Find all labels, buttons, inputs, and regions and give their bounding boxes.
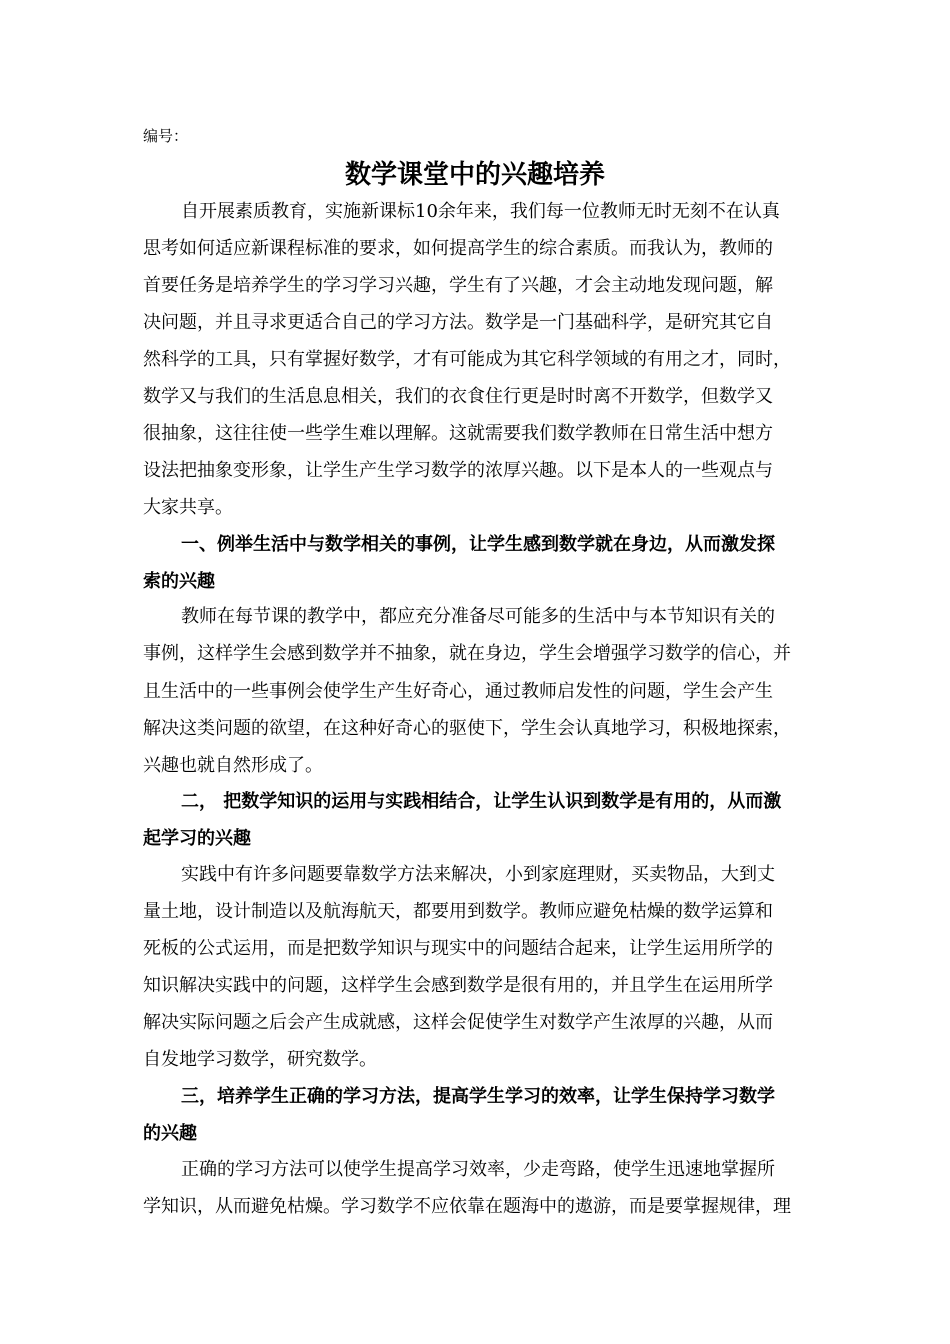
paragraph-line: 事例，这样学生会感到数学并不抽象，就在身边，学生会增强学习数学的信心，并 xyxy=(143,643,791,664)
document-title: 数学课堂中的兴趣培养 xyxy=(344,160,605,190)
paragraph-line: 学知识，从而避免枯燥。学习数学不应依靠在题海中的遨游，而是要掌握规律，理 xyxy=(143,1196,791,1217)
paragraph-line: 然科学的工具，只有掌握好数学，才有可能成为其它科学领域的有用之才，同时， xyxy=(143,349,791,370)
paragraph-line: 数学又与我们的生活息息相关，我们的衣食住行更是时时离不开数学，但数学又 xyxy=(143,386,773,407)
paragraph-line: 思考如何适应新课程标准的要求，如何提高学生的综合素质。而我认为，教师的 xyxy=(143,238,773,259)
paragraph-line: 量土地，设计制造以及航海航天，都要用到数学。教师应避免枯燥的数学运算和 xyxy=(143,901,773,922)
section-heading-line: 二， 把数学知识的运用与实践相结合，让学生认识到数学是有用的，从而激 xyxy=(181,791,782,812)
paragraph-line: 很抽象，这往往使一些学生难以理解。这就需要我们数学教师在日常生活中想方 xyxy=(143,423,773,444)
section-heading-line: 索的兴趣 xyxy=(143,571,215,592)
paragraph-line: 自发地学习数学，研究数学。 xyxy=(143,1049,377,1070)
paragraph-line: 解决实际问题之后会产生成就感，这样会促使学生对数学产生浓厚的兴趣，从而 xyxy=(143,1012,773,1033)
paragraph-line: 教师在每节课的教学中，都应充分准备尽可能多的生活中与本节知识有关的 xyxy=(181,606,775,627)
paragraph-line: 且生活中的一些事例会使学生产生好奇心，通过教师启发性的问题，学生会产生 xyxy=(143,681,773,702)
paragraph-line: 决问题，并且寻求更适合自己的学习方法。数学是一门基础科学，是研究其它自 xyxy=(143,312,773,333)
paragraph-line: 设法把抽象变形象，让学生产生学习数学的浓厚兴趣。以下是本人的一些观点与 xyxy=(143,460,773,481)
paragraph-line: 死板的公式运用，而是把数学知识与现实中的问题结合起来，让学生运用所学的 xyxy=(143,938,773,959)
paragraph-line: 解决这类问题的欲望，在这种好奇心的驱使下，学生会认真地学习，积极地探索， xyxy=(143,718,791,739)
section-heading-line: 的兴趣 xyxy=(143,1123,197,1144)
paragraph-line: 兴趣也就自然形成了。 xyxy=(143,755,323,776)
section-heading-line: 三，培养学生正确的学习方法，提高学生学习的效率，让学生保持学习数学 xyxy=(181,1086,775,1107)
document-number-label: 编号： xyxy=(143,127,189,145)
paragraph-line: 正确的学习方法可以使学生提高学习效率，少走弯路，使学生迅速地掌握所 xyxy=(181,1159,775,1180)
paragraph-line: 知识解决实践中的问题，这样学生会感到数学是很有用的，并且学生在运用所学 xyxy=(143,975,773,996)
section-heading-line: 一、例举生活中与数学相关的事例，让学生感到数学就在身边，从而激发探 xyxy=(181,534,775,555)
section-heading-line: 起学习的兴趣 xyxy=(143,828,251,849)
paragraph-line: 实践中有许多问题要靠数学方法来解决，小到家庭理财，买卖物品，大到丈 xyxy=(181,864,775,885)
paragraph-line: 大家共享。 xyxy=(143,497,233,518)
paragraph-line: 首要任务是培养学生的学习学习兴趣，学生有了兴趣，才会主动地发现问题，解 xyxy=(143,275,773,296)
paragraph-line: 自开展素质教育，实施新课标10余年来，我们每一位教师无时无刻不在认真 xyxy=(181,201,780,222)
